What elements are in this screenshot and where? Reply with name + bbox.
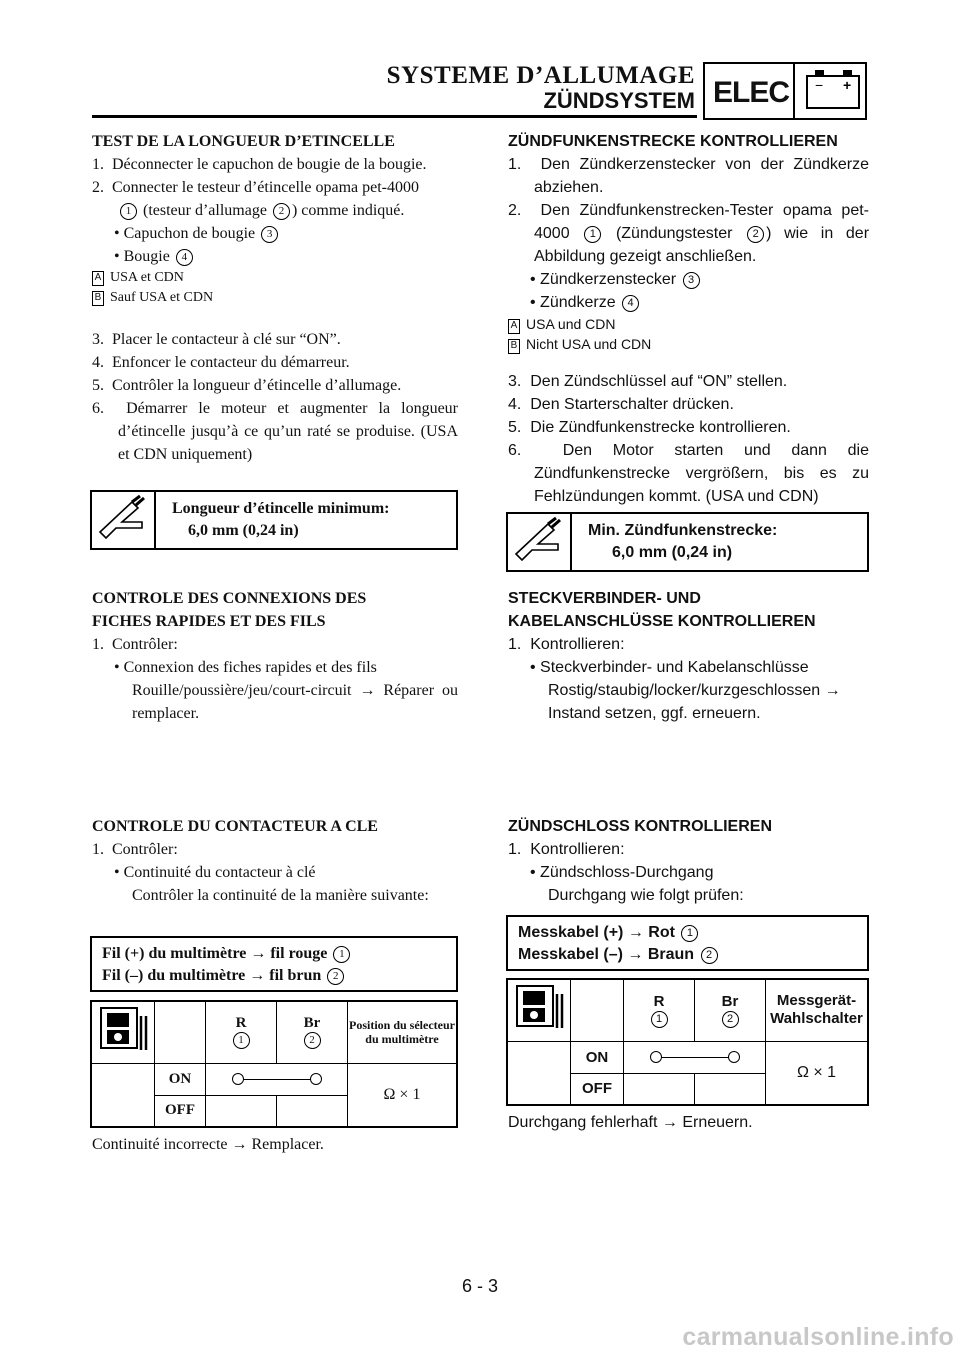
page-number: 6 - 3 <box>461 1276 499 1296</box>
fr-connections-section <box>92 587 458 725</box>
col-header-br <box>695 979 766 1041</box>
fr-step <box>92 176 458 222</box>
fr-section-title: FICHES RAPIDES ET DES FILS <box>92 613 326 630</box>
fr-bullet-text: • Capuchon de bougie <box>114 225 256 242</box>
de-step-text: ) wie in der Abbildung gezeigt anschließen. <box>534 225 870 265</box>
de-bullet-text: • Zündkerzenstecker <box>530 271 677 288</box>
fr-spec-box <box>90 490 458 550</box>
lead-plus <box>102 943 446 965</box>
spec-value: 6,0 mm (0,24 in) <box>188 522 299 539</box>
spec-label: Longueur d’étincelle minimum: <box>172 500 390 517</box>
german-column <box>508 130 869 508</box>
fr-bullet-text: • Bougie <box>114 248 170 265</box>
col-label: R <box>653 992 665 1010</box>
de-step: 1. Kontrollieren: <box>508 841 625 858</box>
empty-cell <box>206 1095 277 1127</box>
multimeter-range: Ω × 1 <box>348 1063 458 1127</box>
de-footer: Durchgang fehlerhaft → Erneuern. <box>508 1114 753 1131</box>
fr-variant-text: USA et CDN <box>110 270 184 285</box>
fr-keyswitch-section <box>92 815 458 907</box>
ref-2: 2 <box>273 203 290 220</box>
ref-1: 1 <box>120 203 137 220</box>
badge-divider <box>793 64 795 118</box>
multimeter-icon <box>91 1001 155 1063</box>
de-spec-box <box>506 512 869 572</box>
ref-b: B <box>92 291 104 306</box>
ref-2: 2 <box>701 947 718 964</box>
lead-text: Messkabel (+) → Rot <box>518 924 675 941</box>
de-bullet: • Steckverbinder- und Kabelanschlüsse <box>530 659 809 676</box>
de-bullet-detail: Rostig/staubig/locker/kurzgeschlossen → Instand setzen, ggf. erneuern. <box>548 682 841 722</box>
ref-2: 2 <box>327 968 344 985</box>
fr-step: 5. Contrôler la longueur d’étincelle d’allumage. <box>92 377 402 394</box>
empty-cell <box>277 1095 348 1127</box>
de-continuity-table <box>506 978 869 1106</box>
de-section-title: KABELANSCHLÜSSE KONTROLLIEREN <box>508 613 816 630</box>
ref-3: 3 <box>683 272 700 289</box>
fr-step-text: ) comme indiqué. <box>291 202 405 219</box>
blank-cell <box>507 1041 571 1105</box>
col-header-position: Messgerät-Wahlschalter <box>766 979 869 1041</box>
col-header-position: Position du sélecteur du multimètre <box>348 1001 458 1063</box>
ref-2: 2 <box>747 226 764 243</box>
watermark: carmanualsonline.info <box>682 1323 954 1351</box>
row-on: ON <box>155 1063 206 1095</box>
multimeter-icon <box>507 979 571 1041</box>
ref-1: 1 <box>651 1011 668 1028</box>
header-rule <box>92 115 697 118</box>
lead-plus <box>518 922 857 944</box>
header-title-fr: SYSTEME D’ALLUMAGE <box>386 62 695 89</box>
col-label: Br <box>721 992 739 1010</box>
fr-step: 6. Démarrer le moteur et augmenter la longueur d’étincelle jusqu’à ce qu’un raté se produise. (USA et CDN uniquement) <box>92 400 458 463</box>
empty-cell <box>624 1073 695 1105</box>
fr-section-title: CONTROLE DU CONTACTEUR A CLE <box>92 818 378 835</box>
de-step: 1. Kontrollieren: <box>508 636 625 653</box>
row-off: OFF <box>571 1073 624 1105</box>
de-bullet <box>508 291 869 314</box>
row-off: OFF <box>155 1095 206 1127</box>
ref-b: B <box>508 339 520 354</box>
col-header-r <box>206 1001 277 1063</box>
de-step <box>508 199 869 268</box>
fr-bullet: • Connexion des fiches rapides et des fils <box>114 659 377 676</box>
de-bullet-text: • Zündkerze <box>530 294 616 311</box>
fr-section-title: CONTROLE DES CONNEXIONS DES <box>92 590 367 607</box>
fr-continuity-table <box>90 1000 458 1128</box>
fr-section-title: TEST DE LA LONGUEUR D’ETINCELLE <box>92 133 395 150</box>
fr-step: 1. Contrôler: <box>92 841 178 858</box>
de-bullet-detail: Durchgang wie folgt prüfen: <box>548 887 744 904</box>
continuity-mark <box>650 1051 740 1063</box>
de-step: 1. Den Zündkerzenstecker von der Zündkerze abziehen. <box>508 156 869 196</box>
ref-2: 2 <box>304 1032 321 1049</box>
blank-cell <box>91 1063 155 1127</box>
fr-variant-text: Sauf USA et CDN <box>110 290 214 305</box>
de-variant-text: Nicht USA und CDN <box>526 336 652 352</box>
fr-bullet-detail: Rouille/poussière/jeu/court-circuit → Réparer ou remplacer. <box>132 682 458 722</box>
de-keyswitch-section <box>508 815 869 907</box>
fr-bullet <box>92 245 458 268</box>
spec-text <box>588 520 777 564</box>
de-bullet <box>508 268 869 291</box>
fr-step-text: (testeur d’allumage <box>143 202 267 219</box>
fr-step: 4. Enfoncer le contacteur du démarreur. <box>92 354 350 371</box>
de-section-title: STECKVERBINDER- UND <box>508 590 701 607</box>
de-step: 6. Den Motor starten und dann die Zündfunkenstrecke vergrößern, bis es zu Fehlzündungen kommt. (USA und CDN) <box>508 442 869 505</box>
ref-3: 3 <box>261 226 278 243</box>
fr-bullet-detail: Contrôler la continuité de la manière suivante: <box>132 887 429 904</box>
caliper-icon <box>92 492 156 548</box>
col-header-br <box>277 1001 348 1063</box>
lead-minus <box>518 944 857 966</box>
fr-step-text: 2. Connecter le testeur d’étincelle opama pet-4000 <box>92 179 419 196</box>
col-header-r <box>624 979 695 1041</box>
de-bullet: • Zündschloss-Durchgang <box>530 864 714 881</box>
de-section-title: ZÜNDSCHLOSS KONTROLLIEREN <box>508 818 772 835</box>
fr-variant-b <box>92 288 458 308</box>
section-badge <box>703 62 867 120</box>
section-badge-label: ELEC <box>713 76 790 109</box>
continuity-on <box>206 1063 348 1095</box>
continuity-mark <box>232 1073 322 1085</box>
fr-step: 1. Contrôler: <box>92 636 178 653</box>
de-step-text: (Zündungstester <box>615 225 733 242</box>
ref-1: 1 <box>584 226 601 243</box>
fr-bullet: • Continuité du contacteur à clé <box>114 864 316 881</box>
row-on: ON <box>571 1041 624 1073</box>
fr-variant-a <box>92 268 458 288</box>
ref-1: 1 <box>233 1032 250 1049</box>
lead-minus <box>102 965 446 987</box>
de-step: 3. Den Zündschlüssel auf “ON” stellen. <box>508 373 788 390</box>
ref-1: 1 <box>681 925 698 942</box>
fr-footer: Continuité incorrecte → Remplacer. <box>92 1136 324 1153</box>
de-step: 5. Die Zündfunkenstrecke kontrollieren. <box>508 419 791 436</box>
spec-label: Min. Zündfunkenstrecke: <box>588 522 778 539</box>
ref-a: A <box>92 271 104 286</box>
fr-lead-box <box>90 936 458 992</box>
spec-text <box>172 498 389 542</box>
battery-minus: − <box>815 77 824 93</box>
lead-text: Fil (–) du multimètre → fil brun <box>102 967 322 984</box>
ref-a: A <box>508 319 520 334</box>
empty-cell <box>695 1073 766 1105</box>
caliper-icon <box>508 514 572 570</box>
de-variant-a <box>508 314 869 334</box>
blank-cell <box>571 979 624 1041</box>
lead-text: Fil (+) du multimètre → fil rouge <box>102 945 328 962</box>
battery-icon <box>801 68 863 112</box>
ref-2: 2 <box>722 1011 739 1028</box>
col-label: R <box>235 1015 247 1032</box>
de-variant-b <box>508 334 869 354</box>
blank-cell <box>155 1001 206 1063</box>
french-column <box>92 130 458 466</box>
battery-plus: + <box>843 77 852 93</box>
fr-bullet <box>92 222 458 245</box>
spec-value: 6,0 mm (0,24 in) <box>612 544 733 561</box>
de-step: 4. Den Starterschalter drücken. <box>508 396 734 413</box>
continuity-on <box>624 1041 766 1073</box>
ref-4: 4 <box>622 295 639 312</box>
header-title-de: ZÜNDSYSTEM <box>543 88 695 113</box>
de-step-text: 2. Den Zündfunkenstrecken-Tester opama pet-4000 <box>508 202 869 242</box>
fr-step: 3. Placer le contacteur à clé sur “ON”. <box>92 331 341 348</box>
col-label: Br <box>303 1015 321 1032</box>
fr-step: 1. Déconnecter le capuchon de bougie de la bougie. <box>92 156 427 173</box>
lead-text: Messkabel (–) → Braun <box>518 946 695 963</box>
ref-4: 4 <box>176 249 193 266</box>
de-variant-text: USA und CDN <box>526 316 616 332</box>
de-connections-section <box>508 587 869 725</box>
multimeter-range: Ω × 1 <box>766 1041 869 1105</box>
de-section-title: ZÜNDFUNKENSTRECKE KONTROLLIEREN <box>508 133 838 150</box>
ref-1: 1 <box>333 946 350 963</box>
de-lead-box <box>506 915 869 971</box>
